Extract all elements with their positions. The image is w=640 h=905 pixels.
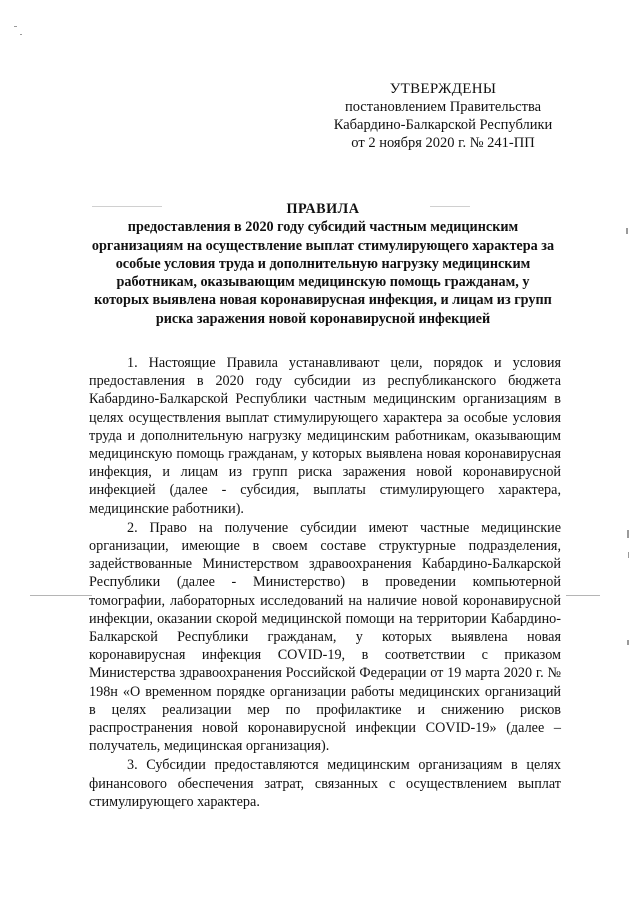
scan-speck xyxy=(20,34,22,35)
paragraph: 2. Право на получение субсидии имеют частные медицинские организации, имеющие в своем составе структурные подразделения, задействованные Министерством здравоохранения Кабардино-Балкарской Республики (далее - Министерство) в проведении компьютерной томографии, лабораторных исследований на наличие новой коронавирусной инфекции, оказании скорой медицинской помощи на территории Кабардино-Балкарской Республики гражданам, у которых выявлена новая коронавирусная инфекция COVID-19, в соответствии с приказом Министерства здравоохранения Российской Федерации от 19 марта 2020 г. № 198н «О временном порядке организации работы медицинских организаций в целях реализации мер по профилактике и снижению рисков распространения новой коронавирусной инфекции COVID-19» (далее – получатель, медицинская организация). xyxy=(89,519,561,755)
approval-heading: УТВЕРЖДЕНЫ xyxy=(389,81,497,97)
document-body xyxy=(89,354,561,811)
paragraph: 1. Настоящие Правила устанавливают цели, порядок и условия предоставления в 2020 году субсидии из республиканского бюджета Кабардино-Балкарской Республики частным медицинским организациям в целях осуществления выплат стимулирующего характера за особые условия труда и дополнительную нагрузку медицинским работникам, оказывающим медицинскую помощь гражданам, у которых выявлена новая коронавирусная инфекция, и лицам из групп риска заражения новой коронавирусной инфекцией (далее - субсидия, выплаты стимулирующего характера, медицинские работники). xyxy=(89,355,561,517)
scan-line xyxy=(566,595,600,596)
approval-line: Кабардино-Балкарской Республики xyxy=(333,117,553,133)
scan-line xyxy=(30,595,92,596)
approval-stamp xyxy=(318,80,568,152)
scan-speck xyxy=(14,26,17,27)
approval-line: постановлением Правительства xyxy=(344,99,542,115)
scan-speck xyxy=(626,228,628,234)
scan-speck xyxy=(627,640,629,645)
title-heading: ПРАВИЛА xyxy=(286,201,360,217)
scan-speck xyxy=(628,552,629,558)
scan-speck xyxy=(627,530,629,538)
document-title xyxy=(88,200,558,328)
paragraph: 3. Субсидии предоставляются медицинским организациям в целях финансового обеспечения затрат, связанных с осуществлением выплат стимулирующего характера. xyxy=(89,757,561,810)
title-subtitle: предоставления в 2020 году субсидий частным медицинским организациям на осуществление выплат стимулирующего характера за особые условия труда и дополнительную нагрузку медицинским работникам, оказывающим медицинскую помощь гражданам, у которых выявлена новая коронавирусная инфекция, и лицам из групп риска заражения новой коронавирусной инфекцией xyxy=(91,219,555,327)
approval-date: от 2 ноября 2020 г. № 241-ПП xyxy=(351,135,535,151)
